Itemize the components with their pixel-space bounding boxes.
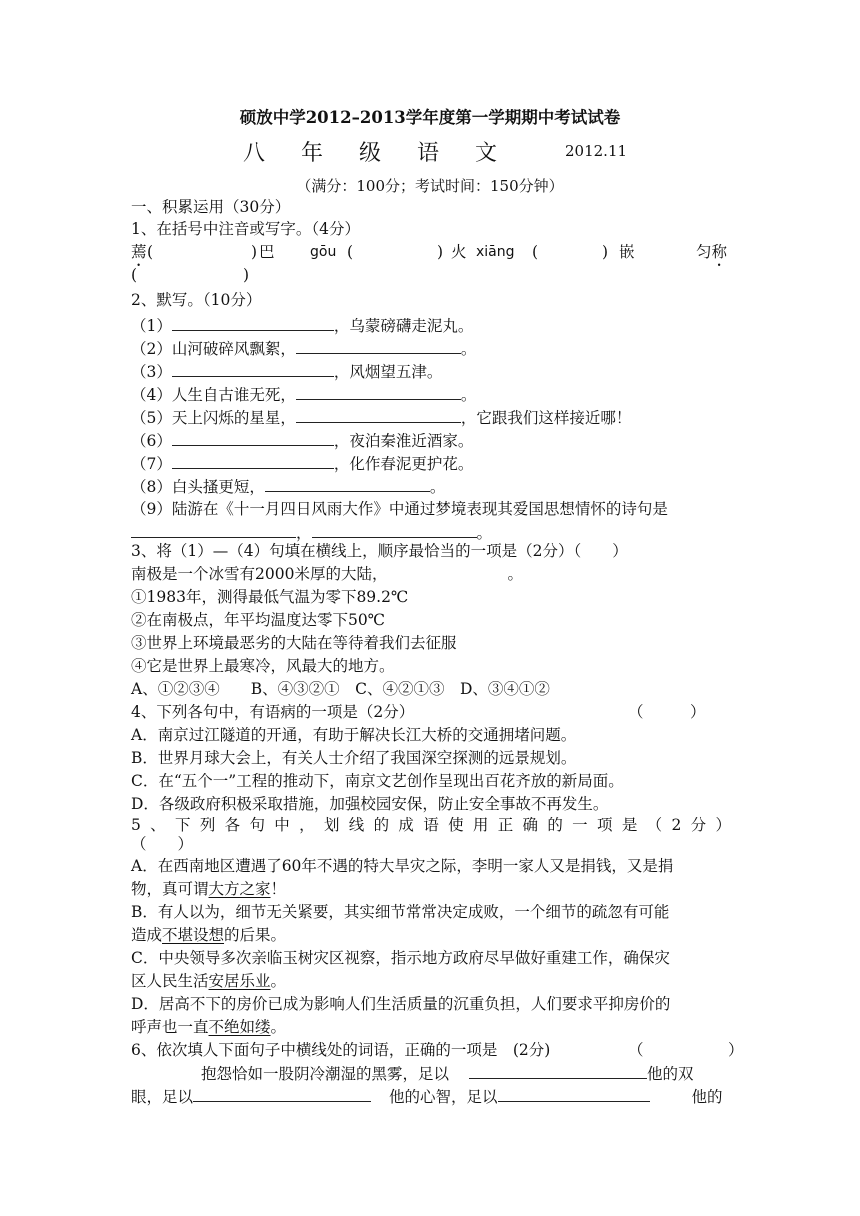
subject-char: 文 xyxy=(475,141,498,166)
q1-item-after: 嵌 xyxy=(619,243,635,261)
answer-blank[interactable] xyxy=(172,452,334,469)
answer-blank[interactable] xyxy=(498,1085,650,1102)
subject-line xyxy=(0,136,860,166)
q6-paren-open: （ xyxy=(628,1041,644,1059)
q2-line xyxy=(131,383,476,406)
q2-post: ，夜泊秦淮近酒家。 xyxy=(333,432,474,450)
q3-sentence: ④它是世界上最寒冷，风最大的地方。 xyxy=(131,657,395,675)
answer-blank[interactable] xyxy=(172,360,334,377)
q5-text: 。 xyxy=(270,1018,287,1036)
q5-stem: 5、下列各句中，划线的成语使用正确的一项是（2分） xyxy=(131,816,731,834)
q2-line xyxy=(131,337,476,360)
q2-post: 。 xyxy=(460,340,477,358)
q6-paren-close: ） xyxy=(728,1041,744,1059)
q5-text: 。 xyxy=(270,972,287,990)
q3-context-text: 南极是一个冰雪有2000米厚的大陆， xyxy=(131,565,388,583)
answer-blank[interactable] xyxy=(296,337,461,354)
q5-text: 造成 xyxy=(131,926,163,944)
q5-option-d: D．居高不下的房价已成为影响人们生活质量的沉重负担，人们要求平抑房价的 xyxy=(131,995,671,1013)
q2-post: 。 xyxy=(460,386,477,404)
q4-option: D．各级政府积极采取措施，加强校园安保，防止安全事故不再发生。 xyxy=(131,795,609,813)
q5-answer-paren: （ ） xyxy=(131,835,194,853)
q2-num: （2） xyxy=(131,340,172,358)
q5-option-c-cont xyxy=(131,970,286,992)
q1-item-pinyin: xiāng xyxy=(476,244,515,260)
subject-char: 级 xyxy=(359,141,382,166)
q1-items: 蔫 ( ) 巴 gōu ( ) 火 xiāng ( ) 嵌 匀称 xyxy=(131,241,731,263)
q6-line2 xyxy=(131,1085,723,1108)
q5-idiom: 不绝如缕 xyxy=(208,1018,271,1036)
exam-title: 硕放中学2012–2013学年度第一学期期中考试试卷 xyxy=(239,108,621,127)
q2-num: （1） xyxy=(131,317,172,335)
q2-num: （8） xyxy=(131,478,172,496)
section-heading: 一、积累运用（30分） xyxy=(131,198,291,216)
q2-num: （7） xyxy=(131,455,172,473)
q4-stem: 4、下列各句中，有语病的一项是（2分） xyxy=(131,703,415,721)
q5-option-a: A．在西南地区遭遇了60年不遇的特大旱灾之际，李明一家人又是捐钱，又是捐 xyxy=(131,857,674,875)
answer-blank[interactable] xyxy=(131,521,296,538)
q1-item-pinyin: gōu xyxy=(310,244,337,260)
q2-post: ，它跟我们这样接近哪！ xyxy=(460,409,632,427)
q2-pre: 山河破碎风飘絮， xyxy=(171,340,296,358)
q3-sentence: ③世界上环境最恶劣的大陆在等待着我们去征服 xyxy=(131,634,457,652)
exam-date: 2012.11 xyxy=(565,142,628,160)
q2-line xyxy=(131,452,473,475)
q2-post: 。 xyxy=(429,478,446,496)
q2-pre: 天上闪烁的星星， xyxy=(171,409,296,427)
q6-stem: 6、依次填人下面句子中横线处的词语，正确的一项是 (2分) xyxy=(131,1041,551,1059)
q3-context xyxy=(131,563,523,585)
q3-sentence: ②在南极点，年平均温度达零下50℃ xyxy=(131,611,386,629)
q2-post: ，风烟望五津。 xyxy=(333,363,443,381)
q4-option: C．在“五个一”工程的推动下，南京文艺创作呈现出百花齐放的新局面。 xyxy=(131,772,624,790)
q5-option-b: B．有人以为，细节无关紧要，其实细节常常决定成败，一个细节的疏忽有可能 xyxy=(131,903,670,921)
q6-text: 他的心智，足以 xyxy=(389,1088,498,1106)
q5-text: ！ xyxy=(270,880,287,898)
q2-num: （9） xyxy=(131,500,172,518)
q2-line xyxy=(131,406,631,429)
subject-char: 八 xyxy=(243,141,266,166)
answer-blank[interactable] xyxy=(172,429,334,446)
q2-num: （6） xyxy=(131,432,172,450)
q2-num: （5） xyxy=(131,409,172,427)
q4-option: A．南京过江隧道的开通，有助于解决长江大桥的交通拥堵问题。 xyxy=(131,726,577,744)
answer-blank[interactable] xyxy=(312,521,477,538)
q2-num: （4） xyxy=(131,386,172,404)
q2-num: （3） xyxy=(131,363,172,381)
answer-blank[interactable] xyxy=(469,1062,647,1079)
q1-item-text: 匀称 xyxy=(696,243,728,261)
q5-option-a-cont xyxy=(131,878,286,900)
answer-blank[interactable] xyxy=(296,383,461,400)
q2-pre: 陆游在《十一月四日风雨大作》中通过梦境表现其爱国思想情怀的诗句是 xyxy=(171,500,668,518)
q1-item-after: 火 xyxy=(451,243,467,261)
q2-sep: ， xyxy=(296,524,312,542)
q5-idiom: 大方之家 xyxy=(208,880,271,898)
q4-answer-paren: （ ） xyxy=(628,703,706,721)
q5-text: 的后果。 xyxy=(224,926,287,944)
q3-stem: 3、将（1）—（4）句填在横线上，顺序最恰当的一项是（2分）（ ） xyxy=(131,542,628,560)
q2-end: 。 xyxy=(476,524,493,542)
answer-blank[interactable] xyxy=(296,406,461,423)
q5-option-b-cont xyxy=(131,924,286,946)
q3-options: A、①②③④ B、④③②① C、④②①③ D、③④①② xyxy=(131,680,550,698)
q2-line xyxy=(131,475,445,498)
q2-line xyxy=(131,498,668,520)
q6-line1 xyxy=(201,1062,694,1085)
q6-text: 抱怨恰如一股阴冷潮湿的黑雾，足以 xyxy=(201,1065,450,1083)
q2-post: ，化作春泥更护花。 xyxy=(333,455,474,473)
q6-text: 眼，足以 xyxy=(131,1088,194,1106)
q2-line xyxy=(131,360,442,383)
q2-stem: 2、默写。（10分） xyxy=(131,291,262,309)
answer-blank[interactable] xyxy=(172,314,334,331)
q3-sentence: ①1983年，测得最低气温为零下89.2℃ xyxy=(131,588,409,606)
subject-char: 年 xyxy=(301,141,324,166)
q5-text: 物，真可谓 xyxy=(131,880,209,898)
q2-post: ，乌蒙磅礴走泥丸。 xyxy=(333,317,474,335)
q1-item-after: 巴 xyxy=(259,243,275,261)
q4-option: B．世界月球大会上，有关人士介绍了我国深空探测的远景规划。 xyxy=(131,749,577,767)
q5-text: 呼声也一直 xyxy=(131,1018,209,1036)
q5-idiom: 不堪设想 xyxy=(162,926,225,944)
answer-blank[interactable] xyxy=(265,475,430,492)
subject-char: 语 xyxy=(417,141,440,166)
q5-idiom: 安居乐业 xyxy=(208,972,271,990)
q6-text: 他的双 xyxy=(647,1065,694,1083)
q5-option-d-cont xyxy=(131,1016,286,1038)
q5-text: 区人民生活 xyxy=(131,972,209,990)
q2-pre: 人生自古谁无死， xyxy=(171,386,296,404)
q5-option-c: C．中央领导多次亲临玉树灾区视察，指示地方政府尽早做好重建工作，确保灾 xyxy=(131,949,670,967)
exam-info: （满分：100分；考试时间：150分钟） xyxy=(296,177,564,195)
q2-line xyxy=(131,429,473,452)
q1-item-text: 蔫 xyxy=(131,243,147,261)
q6-text: 他的 xyxy=(691,1088,723,1106)
q2-pre: 白头搔更短， xyxy=(171,478,265,496)
answer-blank[interactable] xyxy=(193,1085,371,1102)
q2-line xyxy=(131,314,473,337)
q1-stem: 1、在括号中注音或写字。（4分） xyxy=(131,220,360,238)
q3-context-end: 。 xyxy=(507,565,523,583)
